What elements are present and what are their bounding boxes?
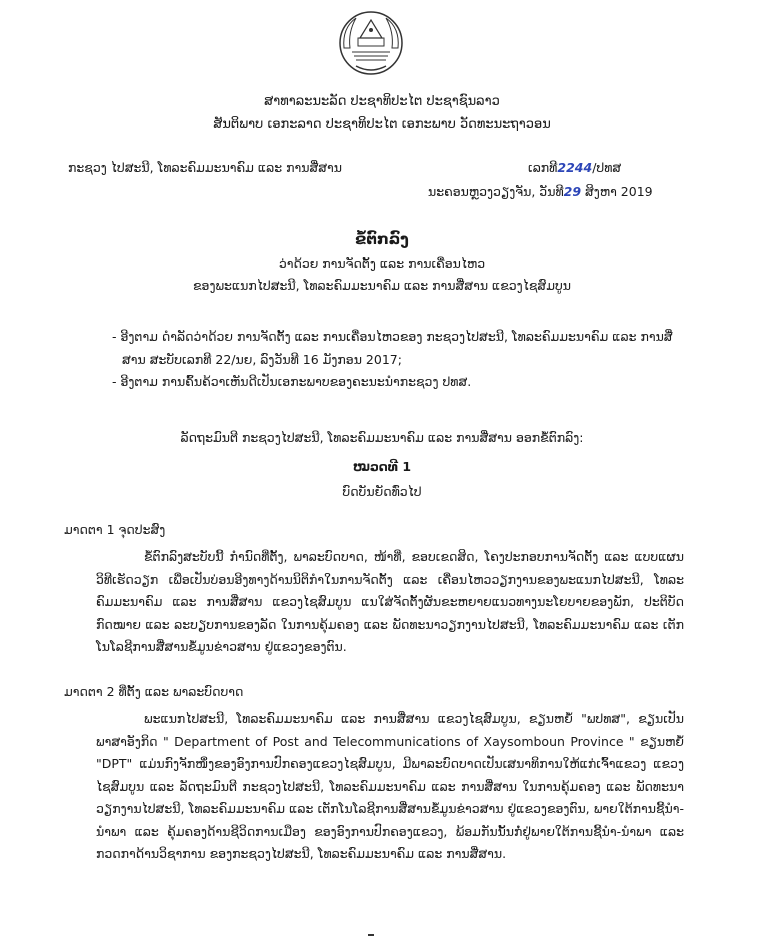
issue-date — [428, 184, 653, 199]
document-subtitle-1: ວ່າດ້ວຍ ການຈັດຕັ້ງ ແລະ ການເຄື່ອນໄຫວ — [278, 256, 486, 271]
reference-item: - ອີງຕາມ ດຳລັດວ່າດ້ວຍ ການຈັດຕັ້ງ ແລະ ການເຄື່ອນໄຫວຂອງ ກະຊວງໄປສະນີ, ໂທລະຄົມມະນາຄົມ ແລະ ການສື່ສານ ສະບັບເລກທີ 22/ນຍ, ລົງວັນທີ 16 ມັງກອນ 2017; — [112, 329, 673, 367]
date-day-handwritten: 29 — [563, 184, 582, 199]
article-1-body — [96, 546, 684, 659]
document-title: ຂໍ້ຕົກລົງ — [355, 230, 409, 248]
article-2-body — [96, 708, 684, 866]
reference-item: - ອີງຕາມ ການຄົ້ນຄ້ວາເຫັນດີເປັນເອກະພາບຂອງຄະນະນຳກະຊວງ ປທສ. — [112, 374, 472, 389]
article-1-text: ຂໍ້ຕົກລົງສະບັບນີ້ ກຳນົດທີ່ຕັ້ງ, ພາລະບົດບາດ, ໜ້າທີ່, ຂອບເຂດສິດ, ໂຄງປະກອບການຈັດຕັ້ງ ແລະ ແບບແຜນວິທີເຮັດວຽກ ເພື່ອເປັນບ່ອນອີງທາງດ້ານນິຕິກຳໃນການຈັດຕັ້ງ ແລະ ເຄື່ອນໄຫວວຽກງານຂອງພະແນກໄປສະນີ, ໂທລະຄົມມະນາຄົມ ແລະ ການສື່ສານ ແຂວງໄຊສົມບູນ ແນໃສ່ຈັດຕັ້ງຜັນຂະຫຍາຍແນວທາງນະໂຍບາຍຂອງພັກ, ປະຕິບັດກົດໝາຍ ແລະ ລະບຽບການຂອງລັດ ໃນການຄຸ້ມຄອງ ແລະ ພັດທະນາວຽກງານໄປສະນີ, ໂທລະຄົມມະນາຄົມ ແລະ ເຕັກໂນໂລຊີການສື່ສານຂໍ້ມູນຂ່າວສານ ຢູ່ແຂວງຂອງຕົນ. — [96, 549, 684, 654]
chapter-number: ໝວດທີ 1 — [352, 459, 412, 474]
decision-line: ລັດຖະມົນຕີ ກະຊວງໄປສະນີ, ໂທລະຄົມມະນາຄົມ ແລະ ການສື່ສານ ອອກຂໍ້ຕົກລົງ: — [180, 430, 584, 445]
page-mark — [368, 934, 374, 936]
document-number-handwritten: 2244 — [557, 160, 593, 175]
date-suffix: ສິງຫາ 2019 — [581, 184, 653, 199]
article-2-heading: ມາດຕາ 2 ທີ່ຕັ້ງ ແລະ ພາລະບົດບາດ — [64, 684, 244, 699]
document-number-suffix: /ປທສ — [592, 160, 622, 175]
national-emblem-icon — [334, 8, 408, 78]
country-name: ສາທາລະນະລັດ ປະຊາທິປະໄຕ ປະຊາຊົນລາວ — [264, 94, 500, 109]
date-prefix: ນະຄອນຫຼວງວຽງຈັນ, ວັນທີ — [428, 184, 564, 199]
issuing-ministry: ກະຊວງ ໄປສະນີ, ໂທລະຄົມມະນາຄົມ ແລະ ການສື່ສານ — [68, 160, 342, 175]
document-number — [528, 160, 621, 175]
references — [112, 326, 682, 394]
document-number-prefix: ເລກທີ — [528, 160, 558, 175]
article-2-text: ພະແນກໄປສະນີ, ໂທລະຄົມມະນາຄົມ ແລະ ການສື່ສານ ແຂວງໄຊສົມບູນ, ຂຽນຫຍໍ້ "ພປທສ", ຂຽນເປັນພາສາອັງກິດ " Department of Post and Telecommunications of Xaysomboun Province " ຂຽນຫຍໍ້ "DPT" ແມ່ນກົງຈັກໜຶ່ງຂອງອົງການປົກຄອງແຂວງໄຊສົມບູນ, ມີພາລະບົດບາດເປັນເສນາທິການໃຫ້ແກ່ເຈົ້າແຂວງ ແຂວງໄຊສົມບູນ ແລະ ລັດຖະມົນຕີ ກະຊວງໄປສະນີ, ໂທລະຄົມມະນາຄົມ ແລະ ການສື່ສານ ໃນການຄຸ້ມຄອງ ແລະ ພັດທະນາ ວຽກງານໄປສະນີ, ໂທລະຄົມມະນາຄົມ ແລະ ເຕັກໂນໂລຊີການສື່ສານຂໍ້ມູນຂ່າວສານ ຢູ່ແຂວງຂອງຕົນ, ພາຍໃຕ້ການຊີ້ນຳ-ນຳພາ ແລະ ຄຸ້ມຄອງດ້ານຊີວິດການເມືອງ ຂອງອົງການປົກຄອງແຂວງ, ພ້ອມກັນນັ້ນກໍ່ຢູ່ພາຍໃຕ້ການຊີ້ນຳ-ນຳພາ ແລະ ກວດກາດ້ານວິຊາການ ຂອງກະຊວງໄປສະນີ, ໂທລະຄົມມະນາຄົມ ແລະ ການສື່ສານ. — [96, 711, 684, 861]
document-subtitle-2: ຂອງພະແນກໄປສະນີ, ໂທລະຄົມມະນາຄົມ ແລະ ການສື່ສານ ແຂວງໄຊສົມບູນ — [192, 278, 572, 293]
chapter-title: ບົດບັນຍັດທົ່ວໄປ — [342, 484, 422, 499]
national-motto: ສັນຕິພາບ ເອກະລາດ ປະຊາທິປະໄຕ ເອກະພາບ ວັດທະນະຖາວອນ — [213, 117, 551, 132]
article-1-heading: ມາດຕາ 1 ຈຸດປະສົງ — [64, 522, 166, 537]
